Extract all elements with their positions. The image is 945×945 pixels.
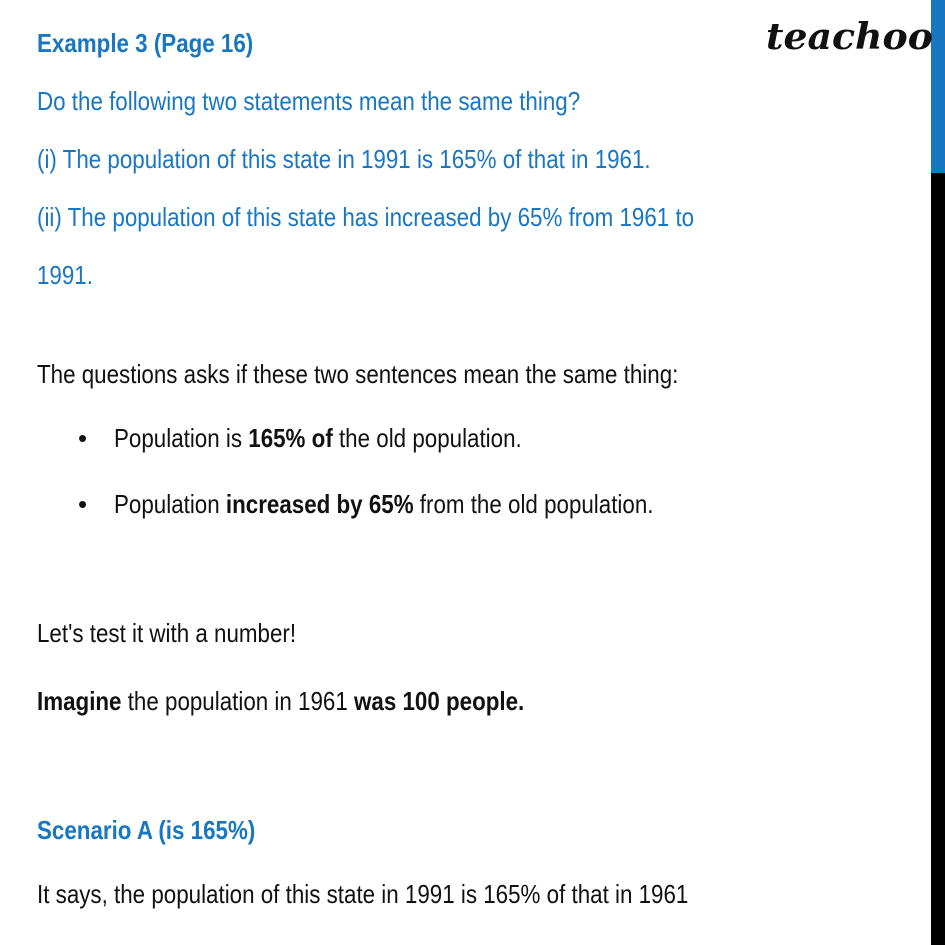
scenario-heading: Scenario A (is 165%)	[37, 815, 256, 845]
test-line: Let's test it with a number!	[37, 618, 297, 648]
imagine-line: Imagine the population in 1961 was 100 people.	[37, 686, 525, 716]
accent-bar-black	[931, 173, 945, 945]
bullet-icon: •	[78, 489, 88, 519]
bullet-item-2: Population increased by 65% from the old population.	[114, 489, 654, 519]
statement-ii: (ii) The population of this state has increased by 65% from 1961 to	[37, 202, 695, 232]
intro-text: The questions asks if these two sentences mean the same thing:	[37, 359, 679, 389]
bullet-icon: •	[78, 423, 88, 453]
bullet-item-1: Population is 165% of the old population.	[114, 423, 522, 453]
scenario-text: It says, the population of this state in 1991 is 165% of that in 1961	[37, 879, 689, 909]
question-prompt: Do the following two statements mean the same thing?	[37, 86, 581, 116]
statement-i: (i) The population of this state in 1991 is 165% of that in 1961.	[37, 144, 651, 174]
teachoo-logo: teachoo	[766, 16, 933, 58]
statement-ii-cont: 1991.	[37, 260, 93, 290]
accent-bar-blue	[931, 0, 945, 173]
example-title: Example 3 (Page 16)	[37, 28, 254, 58]
